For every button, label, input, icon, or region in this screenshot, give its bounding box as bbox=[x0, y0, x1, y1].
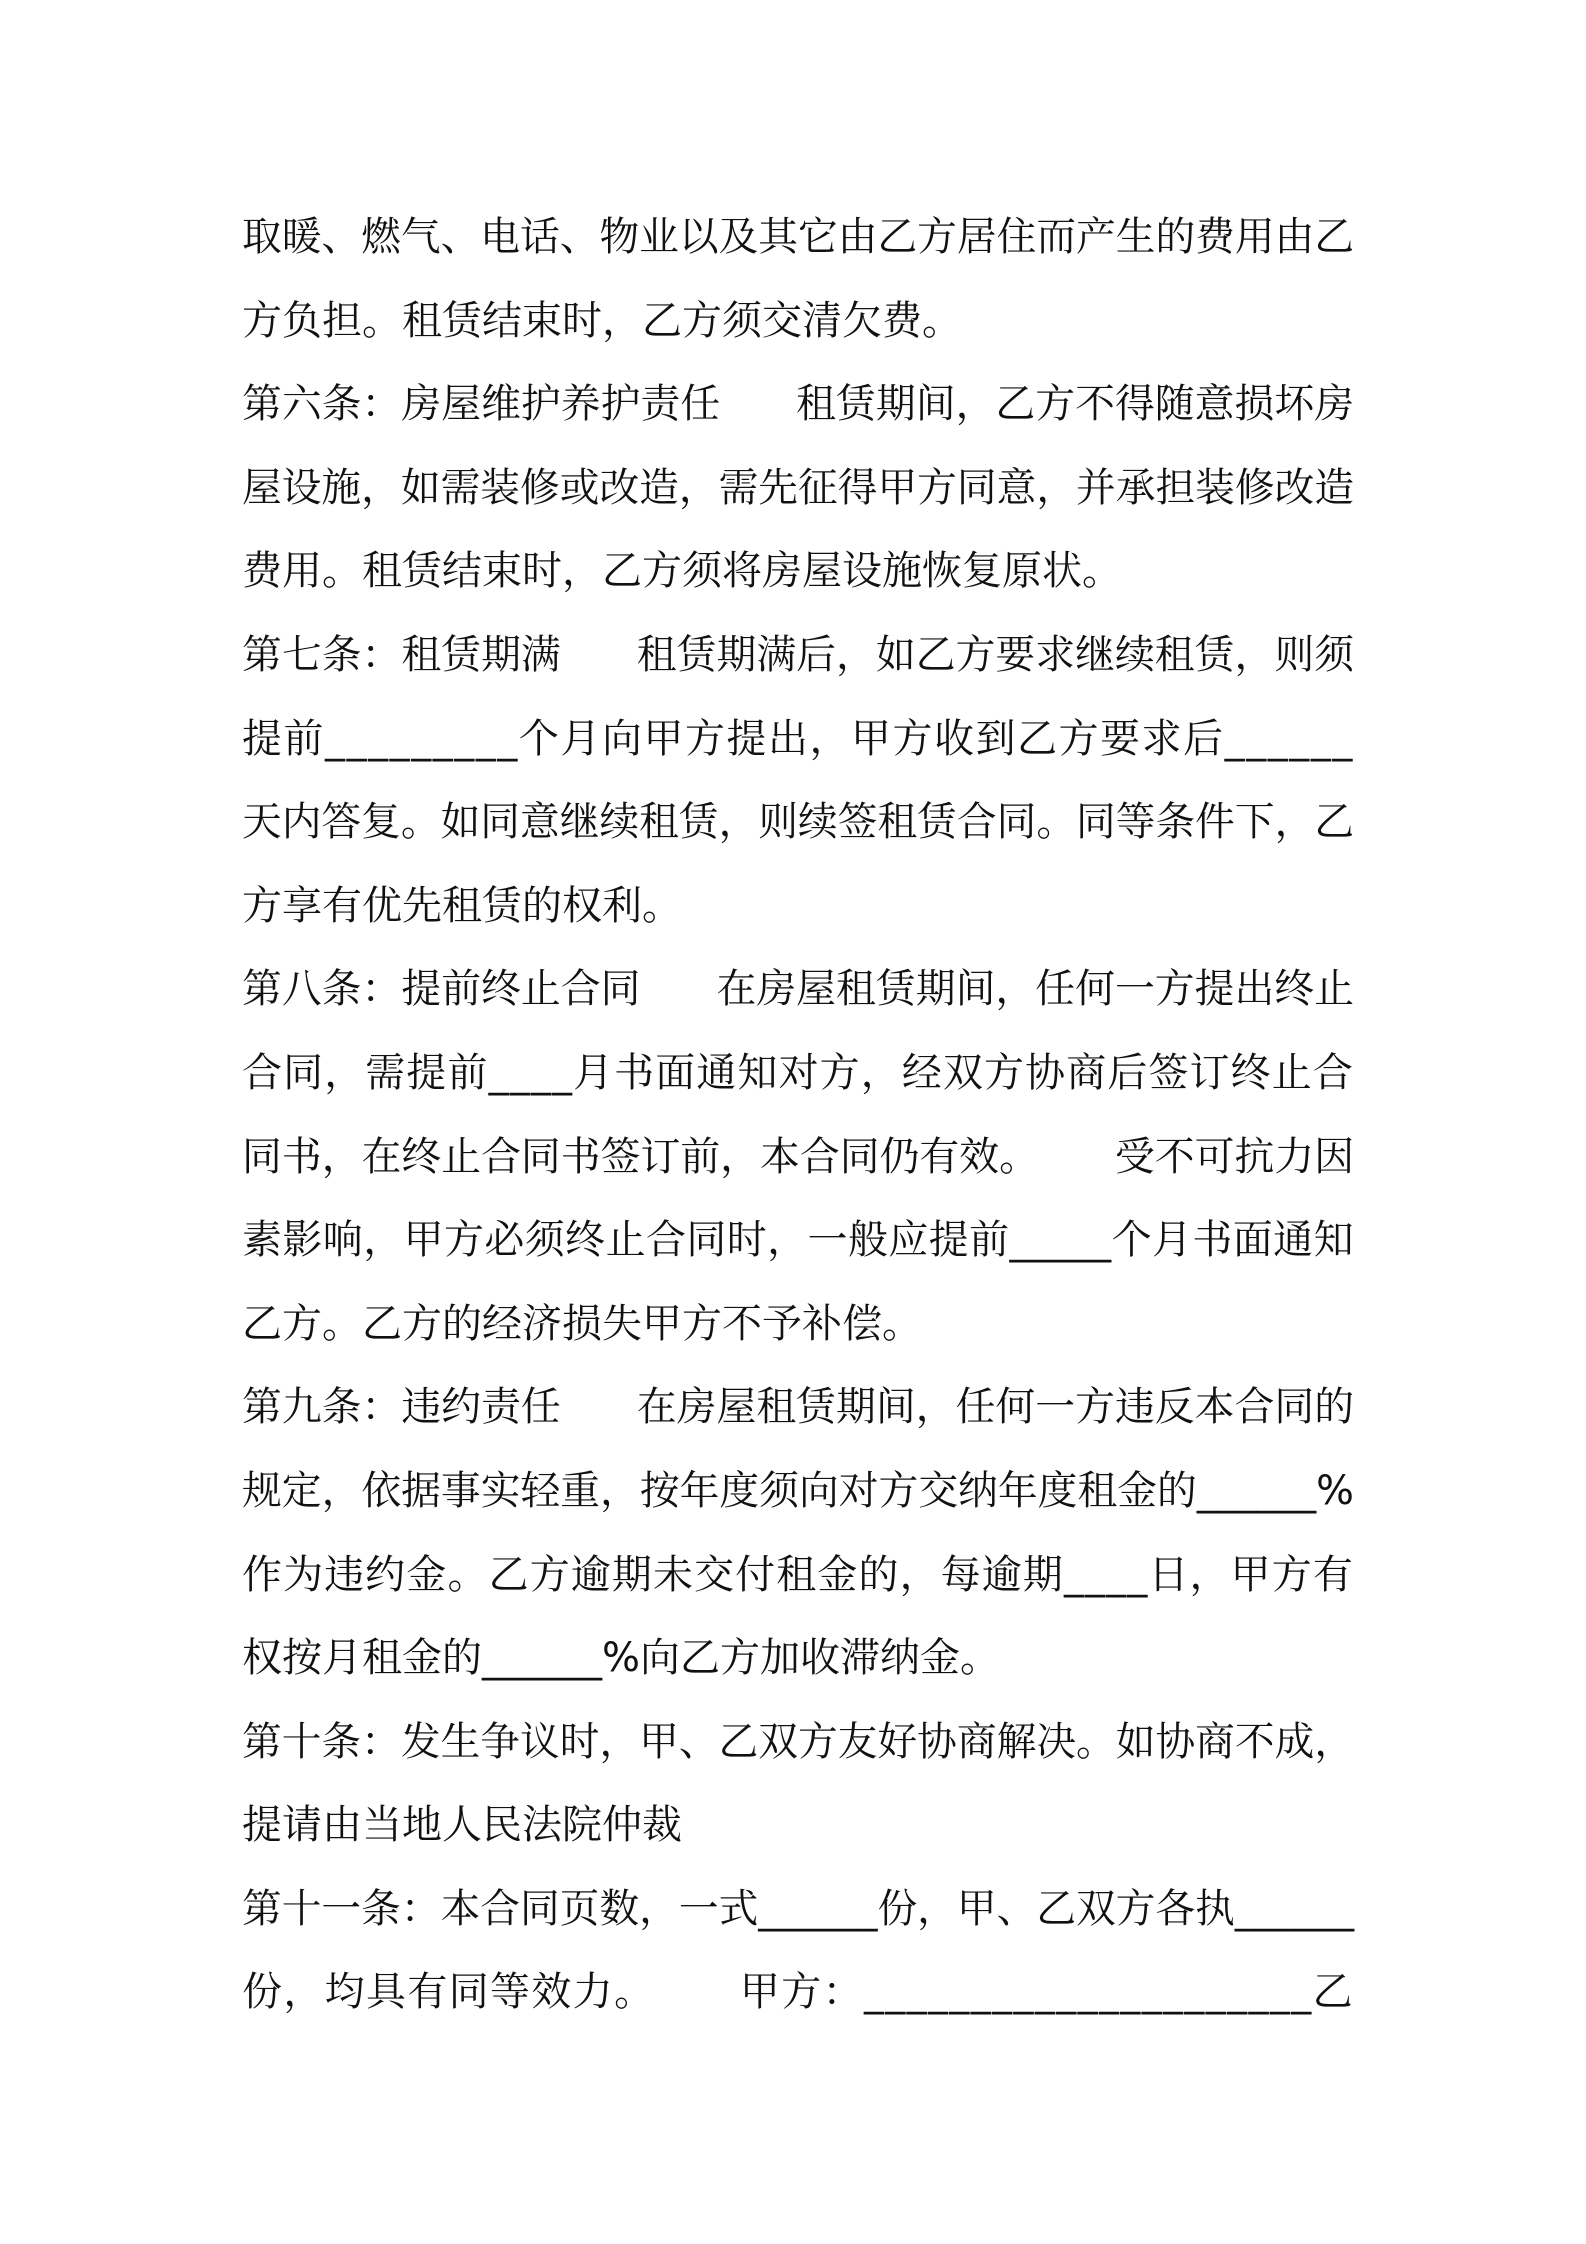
text-line: 方负担。租赁结束时，乙方须交清欠费。 bbox=[242, 297, 962, 344]
text-line: 费用。租赁结束时，乙方须将房屋设施恢复原状。 bbox=[242, 548, 1122, 595]
text-line: 同书，在终止合同书签订前，本合同仍有效。 受不可抗力因 bbox=[242, 1133, 1355, 1180]
text-line: 取暖、燃气、电话、物业以及其它由乙方居住而产生的费用由乙 bbox=[242, 214, 1355, 260]
text-line: 规定，依据事实轻重，按年度须向对方交纳年度租金的______% bbox=[242, 1467, 1354, 1514]
text-line: 作为违约金。乙方逾期未交付租金的，每逾期____日，甲方有 bbox=[242, 1551, 1354, 1598]
text-line: 权按月租金的______%向乙方加收滞纳金。 bbox=[242, 1635, 1001, 1682]
article-11-line: 第十一条：本合同页数，一式______份，甲、乙双方各执______ bbox=[242, 1885, 1355, 1932]
article-10-line: 第十条：发生争议时，甲、乙双方友好协商解决。如协商不成， bbox=[242, 1718, 1355, 1765]
article-8-line: 第八条：提前终止合同 在房屋租赁期间，任何一方提出终止 bbox=[242, 966, 1355, 1013]
text-line: 提请由当地人民法院仲裁 bbox=[242, 1802, 682, 1849]
text-line: 乙方。乙方的经济损失甲方不予补偿。 bbox=[242, 1300, 922, 1347]
text-line: 素影响，甲方必须终止合同时，一般应提前_____个月书面通知 bbox=[242, 1217, 1354, 1264]
signature-line: 份，均具有同等效力。 甲方：_____________________乙 bbox=[242, 1969, 1354, 2016]
contract-body bbox=[242, 196, 1354, 2035]
article-9-line: 第九条：违约责任 在房屋租赁期间，任何一方违反本合同的 bbox=[242, 1384, 1355, 1431]
text-line: 合同，需提前____月书面通知对方，经双方协商后签订终止合 bbox=[242, 1049, 1354, 1096]
text-line: 方享有优先租赁的权利。 bbox=[242, 882, 682, 929]
article-7-line: 第七条：租赁期满 租赁期满后，如乙方要求继续租赁，则须 bbox=[242, 631, 1355, 678]
text-line: 提前_________个月向甲方提出，甲方收到乙方要求后______ bbox=[242, 715, 1354, 762]
article-6-line: 第六条：房屋维护养护责任 租赁期间，乙方不得随意损坏房 bbox=[242, 381, 1355, 428]
text-line: 屋设施，如需装修或改造，需先征得甲方同意，并承担装修改造 bbox=[242, 464, 1355, 511]
text-line: 天内答复。如同意继续租赁，则续签租赁合同。同等条件下，乙 bbox=[242, 799, 1355, 846]
